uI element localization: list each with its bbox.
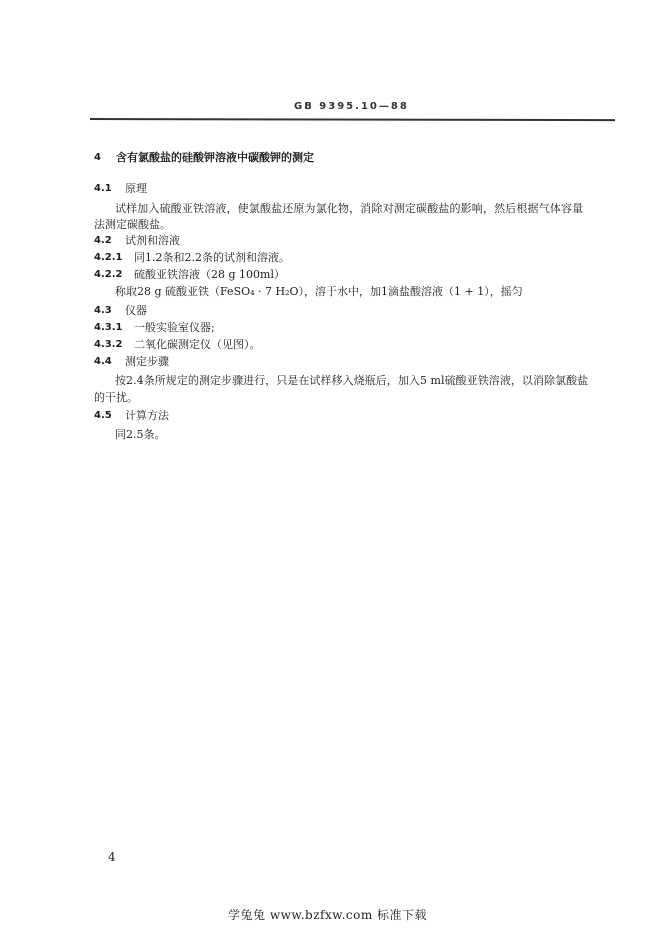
section-4-2-2-text: 硫酸亚铁溶液（28 g 100ml） <box>134 268 285 281</box>
section-4-3-heading: 仪器 <box>125 304 147 317</box>
section-4-4-heading: 测定步骤 <box>125 355 169 368</box>
section-4-3-2-number: 4.3.2 <box>94 339 123 350</box>
section-4-1-heading: 原理 <box>125 182 147 195</box>
section-4-1-para-line2: 法测定碳酸盐。 <box>94 218 171 231</box>
section-4-2-2-detail: 称取28 g 硫酸亚铁（FeSO₄ · 7 H₂O），溶于水中，加1滴盐酸溶液（1 + 1），摇匀 <box>115 285 523 298</box>
section-4-2-1-text: 同1.2条和2.2条的试剂和溶液。 <box>134 251 290 264</box>
section-4-2-number: 4.2 <box>94 235 112 246</box>
page-number: 4 <box>108 850 116 864</box>
section-4-4-para-line1: 按2.4条所规定的测定步骤进行，只是在试样移入烧瓶后，加入5 ml硫酸亚铁溶液，以消除氯酸盐 <box>115 374 589 387</box>
section-4-3-number: 4.3 <box>94 305 112 316</box>
section-4-2-heading: 试剂和溶液 <box>125 234 180 247</box>
section-4-5-text: 同2.5条。 <box>115 428 166 441</box>
section-4-2-2-number: 4.2.2 <box>94 269 123 280</box>
footer-source-text: 学兔兔 www.bzfxw.com 标准下载 <box>228 908 428 922</box>
section-4-3-2-text: 二氧化碳测定仪（见图）。 <box>134 338 261 351</box>
section-4-4-para-line2: 的干扰。 <box>94 391 138 404</box>
section-4-title: 含有氯酸盐的硅酸钾溶液中碳酸钾的测定 <box>116 151 314 164</box>
standard-code: GB 9395.10—88 <box>294 101 409 112</box>
header-rule <box>90 118 615 121</box>
section-4-5-heading: 计算方法 <box>125 409 169 422</box>
section-4-2-1-number: 4.2.1 <box>94 252 123 263</box>
section-4-number: 4 <box>94 152 101 163</box>
section-4-3-1-text: 一般实验室仪器; <box>134 321 215 334</box>
section-4-5-number: 4.5 <box>94 410 112 421</box>
section-4-1-para-line1: 试样加入硫酸亚铁溶液，使氯酸盐还原为氯化物，消除对测定碳酸盐的影响，然后根据气体容量 <box>115 202 584 215</box>
section-4-1-number: 4.1 <box>94 183 112 194</box>
section-4-3-1-number: 4.3.1 <box>94 322 123 333</box>
section-4-4-number: 4.4 <box>94 356 112 367</box>
